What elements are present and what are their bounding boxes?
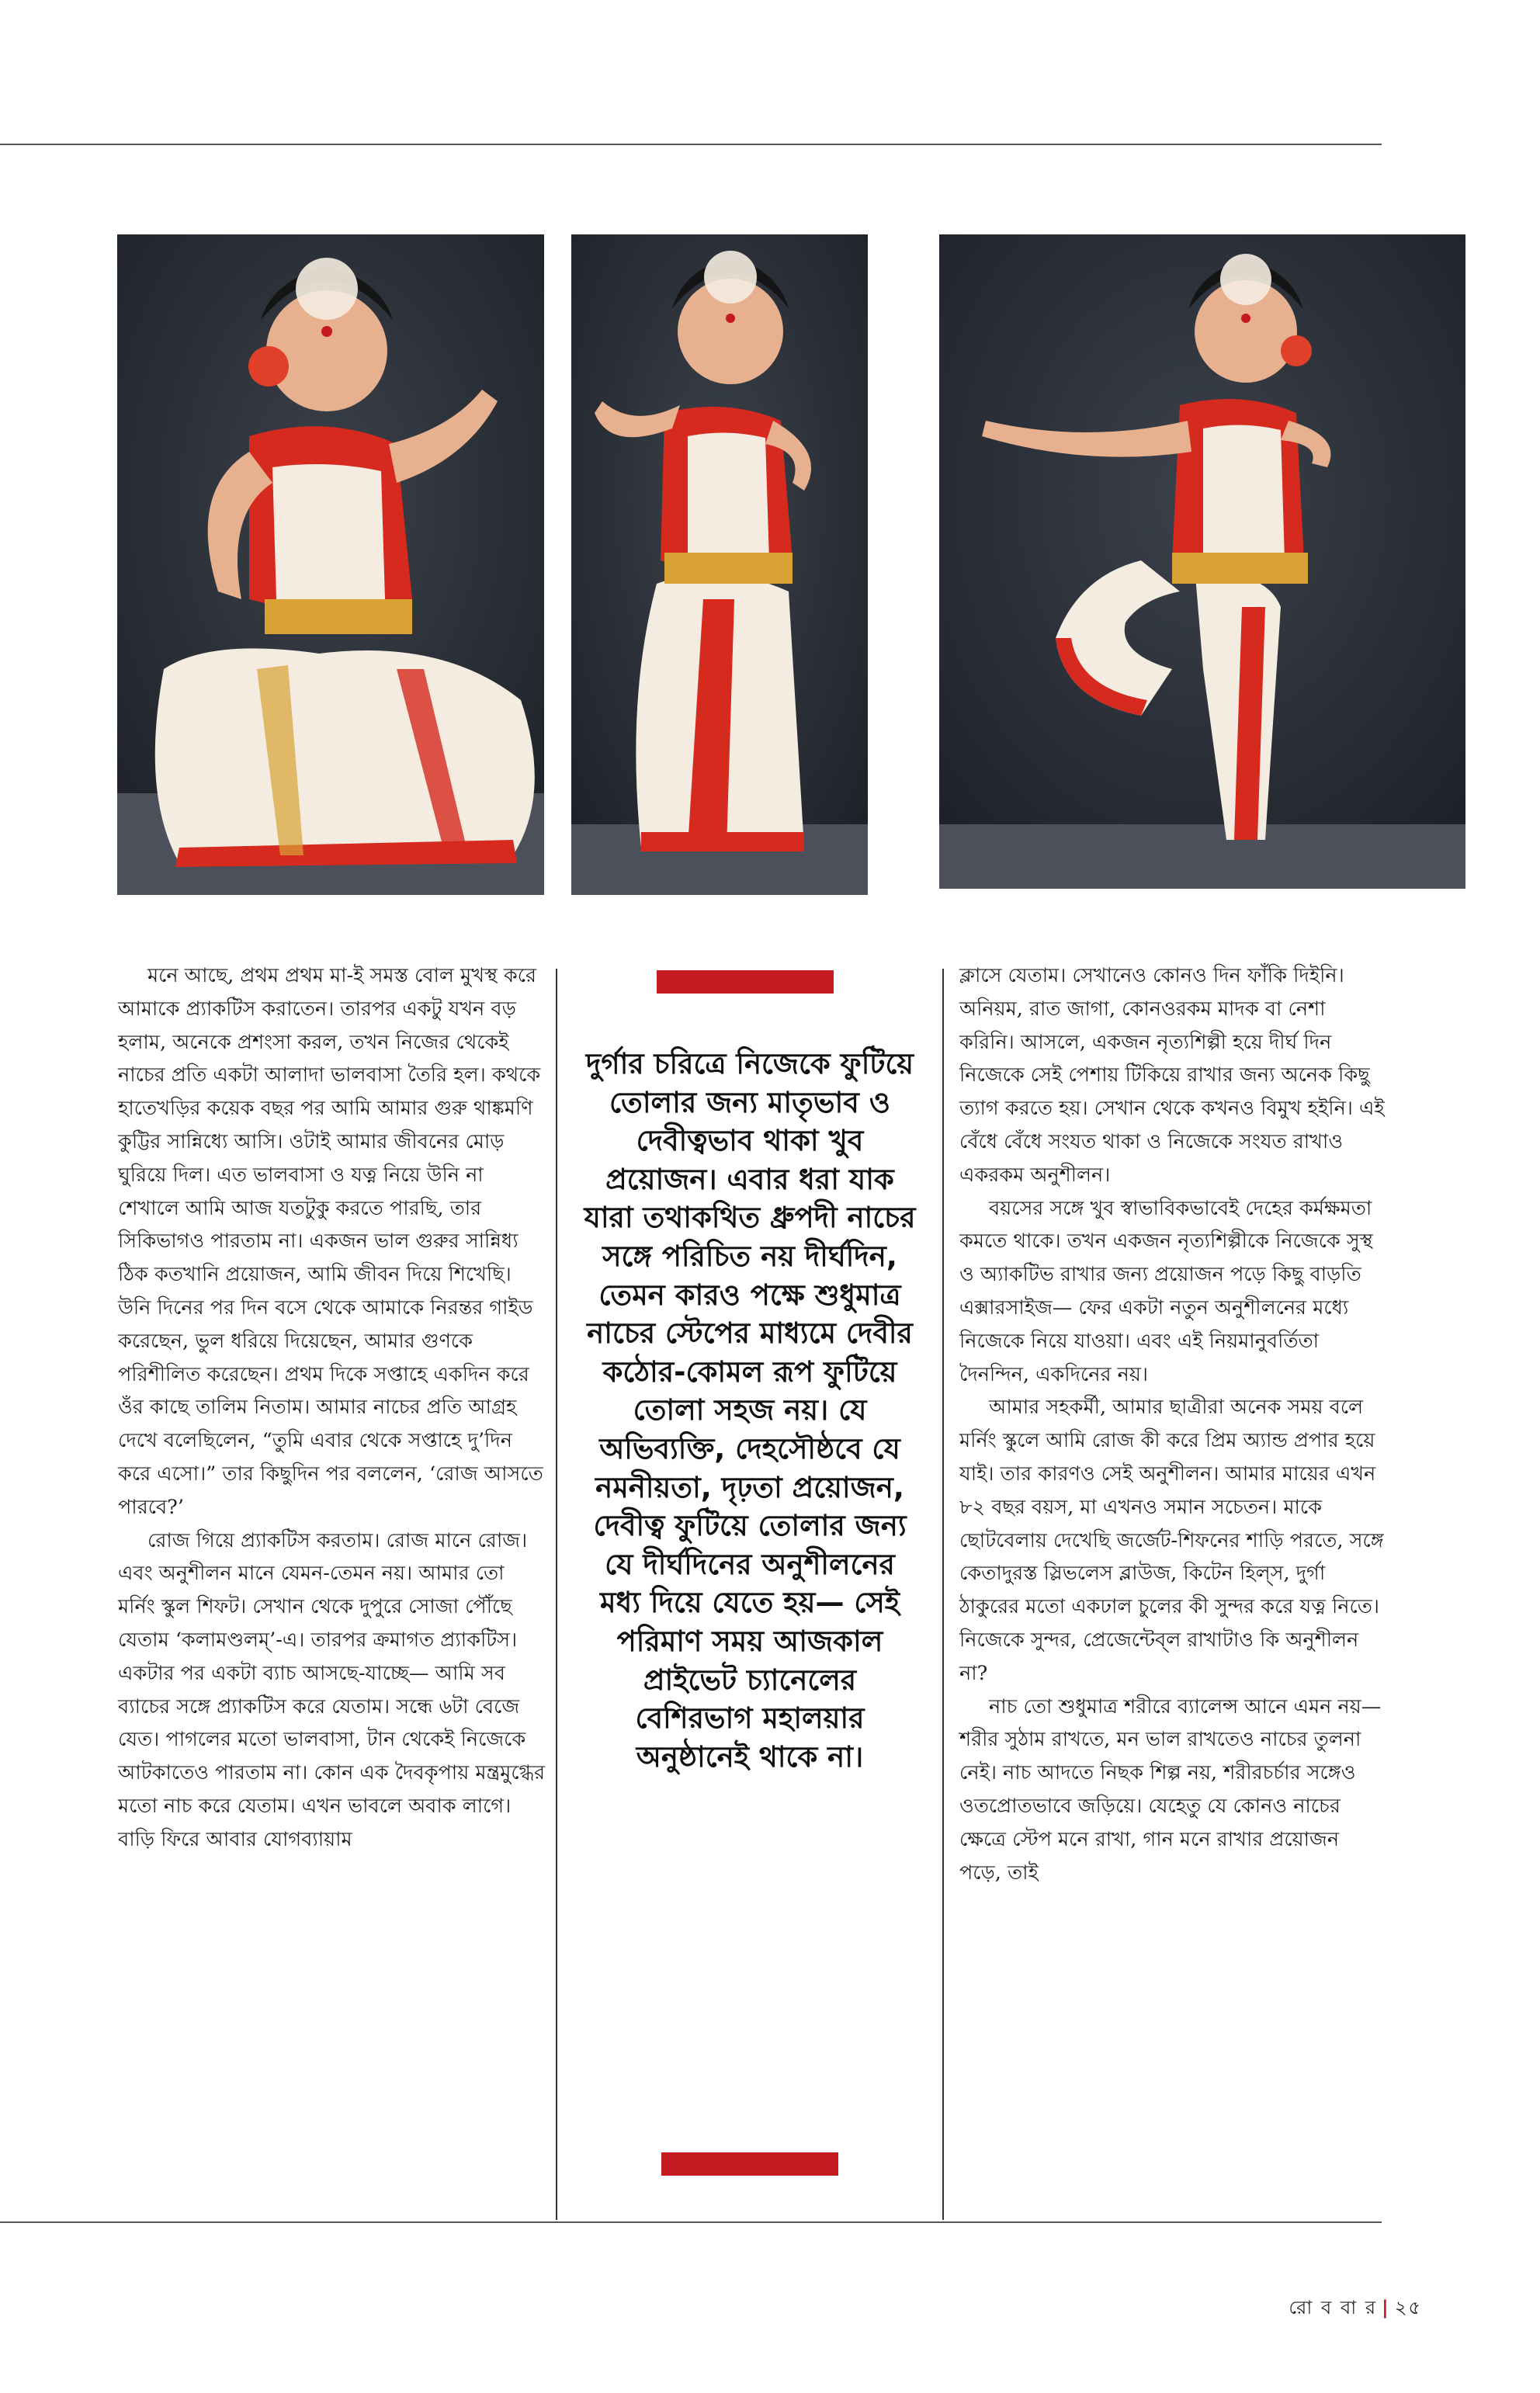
- paragraph: মনে আছে, প্রথম প্রথম মা-ই সমস্ত বোল মুখস্থ করে আমাকে প্র্যাকটিস করাতেন। তারপর একটু যখন বড় হলাম, অনেকে প্রশংসা করল, তখন নিজের থেকেই নাচের প্রতি একটা আলাদা ভালবাসা তৈরি হল। কথকে হাতেখড়ির কয়েক বছর পর আমি আমার গুরু থাঙ্কমণি কুট্টির সান্নিধ্যে আসি। ওটাই আমার জীবনের মোড় ঘুরিয়ে দিল। এত ভালবাসা ও যত্ন নিয়ে উনি না শেখালে আমি আজ যতটুকু করতে পারছি, তার সিকিভাগও পারতাম না। একজন ভাল গুরুর সান্নিধ্য ঠিক কতখানি প্রয়োজন, আমি জীবন দিয়ে শিখেছি। উনি দিনের পর দিন বসে থেকে আমাকে নিরন্তর গাইড করেছেন, ভুল ধরিয়ে দিয়েছেন, আমার গুণকে পরিশীলিত করেছেন। প্রথম দিকে সপ্তাহে একদিন করে ওঁর কাছে তালিম নিতাম। আমার নাচের প্রতি আগ্রহ দেখে বলেছিলেন, “তুমি এবার থেকে সপ্তাহে দু’দিন করে এসো।” তার কিছুদিন পর বললেন, ‘রোজ আসতে পারবে?’: [118, 964, 543, 1519]
- paragraph: নাচ তো শুধুমাত্র শরীরে ব্যালেন্স আনে এমন নয়— শরীর সুঠাম রাখতে, মন ভাল রাখতেও নাচের তুলনা নেই। নাচ আদতে নিছক শিল্প নয়, শরীরচর্চার সঙ্গেও ওতপ্রোতভাবে জড়িয়ে। যেহেতু যে কোনও নাচের ক্ষেত্রে স্টেপ মনে রাখা, গান মনে রাখার প্রয়োজন পড়ে, তাই: [959, 1694, 1382, 1885]
- bottom-rule: [0, 2221, 1382, 2223]
- pullquote-top-bar: [657, 970, 834, 994]
- publication-name: রো ব বা র: [1289, 2297, 1378, 2318]
- footer-separator: |: [1382, 2297, 1390, 2318]
- article-column-left: [118, 959, 546, 1857]
- page-number: ২৫: [1394, 2297, 1422, 2318]
- pullquote: দুর্গার চরিত্রে নিজেকে ফুটিয়ে তোলার জন্য মাতৃভাব ও দেবীত্বভাব থাকা খুব প্রয়োজন। এবার ধরা যাক যারা তথাকথিত ধ্রুপদী নাচের সঙ্গে পরিচিত নয় দীর্ঘদিন, তেমন কারও পক্ষে শুধুমাত্র নাচের স্টেপের মাধ্যমে দেবীর কঠোর-কোমল রূপ ফুটিয়ে তোলা সহজ নয়। যে অভিব্যক্তি, দেহসৌষ্ঠবে যে নমনীয়তা, দৃঢ়তা প্রয়োজন, দেবীত্ব ফুটিয়ে তোলার জন্য যে দীর্ঘদিনের অনুশীলনের মধ্য দিয়ে যেতে হয়— সেই পরিমাণ সময় আজকাল প্রাইভেট চ্যানেলের বেশিরভাগ মহালয়ার অনুষ্ঠানেই থাকে না।: [584, 1047, 916, 1774]
- dancer-photo-one-leg: [939, 234, 1465, 889]
- paragraph: বয়সের সঙ্গে খুব স্বাভাবিকভাবেই দেহের কর্মক্ষমতা কমতে থাকে। তখন একজন নৃত্যশিল্পীকে নিজেকে সুস্থ ও অ্যাকটিভ রাখার জন্য প্রয়োজন পড়ে কিছু বাড়তি এক্সারসাইজ— ফের একটা নতুন অনুশীলনের মধ্যে নিজেকে নিয়ে যাওয়া। এবং এই নিয়মানুবর্তিতা দৈনন্দিন, একদিনের নয়।: [959, 1196, 1373, 1386]
- column-divider-right: [942, 969, 944, 2220]
- pullquote-bottom-bar: [661, 2152, 838, 2176]
- paragraph: রোজ গিয়ে প্র্যাকটিস করতাম। রোজ মানে রোজ। এবং অনুশীলন মানে যেমন-তেমন নয়। আমার তো মর্নিং স্কুল শিফট। সেখান থেকে দুপুরে সোজা পৌঁছে যেতাম ‘কলামণ্ডলম্’-এ। তারপর ক্রমাগত প্র্যাকটিস। একটার পর একটা ব্যাচ আসছে-যাচ্ছে— আমি সব ব্যাচের সঙ্গে প্র্যাকটিস করে যেতাম। সন্ধে ৬টা বেজে যেত। পাগলের মতো ভালবাসা, টান থেকেই নিজেকে আটকাতেও পারতাম না। কোন এক দৈবকৃপায় মন্ত্রমুগ্ধের মতো নাচ করে যেতাম। এখন ভাবলে অবাক লাগে। বাড়ি ফিরে আবার যোগব্যায়াম: [118, 1528, 546, 1851]
- column-divider-left: [556, 969, 557, 2220]
- page-footer: [1289, 2294, 1422, 2325]
- paragraph: ক্লাসে যেতাম। সেখানেও কোনও দিন ফাঁকি দিইনি। অনিয়ম, রাত জাগা, কোনওরকম মাদক বা নেশা করিনি। আসলে, একজন নৃত্যশিল্পী হয়ে দীর্ঘ দিন নিজেকে সেই পেশায় টিকিয়ে রাখার জন্য অনেক কিছু ত্যাগ করতে হয়। সেখান থেকে কখনও বিমুখ হইনি। এই বেঁধে বেঁধে সংযত থাকা ও নিজেকে সংযত রাখাও একরকম অনুশীলন।: [959, 964, 1385, 1187]
- paragraph: আমার সহকর্মী, আমার ছাত্রীরা অনেক সময় বলে মর্নিং স্কুলে আমি রোজ কী করে প্রিম অ্যান্ড প্রপার হয়ে যাই। তার কারণও সেই অনুশীলন। আমার মায়ের এখন ৮২ বছর বয়স, মা এখনও সমান সচেতন। মাকে ছোটবেলায় দেখেছি জর্জেট-শিফনের শাড়ি পরতে, সঙ্গে কেতাদুরস্ত স্লিভলেস ব্লাউজ, কিটেন হিল্স, দুর্গা ঠাকুরের মতো একঢাল চুলের কী সুন্দর করে যত্ন নিতে। নিজেকে সুন্দর, প্রেজেন্টেব্‌ল রাখাটাও কি অনুশীলন না?: [959, 1396, 1384, 1685]
- dancer-photo-seated: [117, 234, 544, 895]
- article-column-right: [959, 959, 1385, 1889]
- top-rule: [0, 144, 1382, 145]
- dancer-photo-standing: [571, 234, 868, 895]
